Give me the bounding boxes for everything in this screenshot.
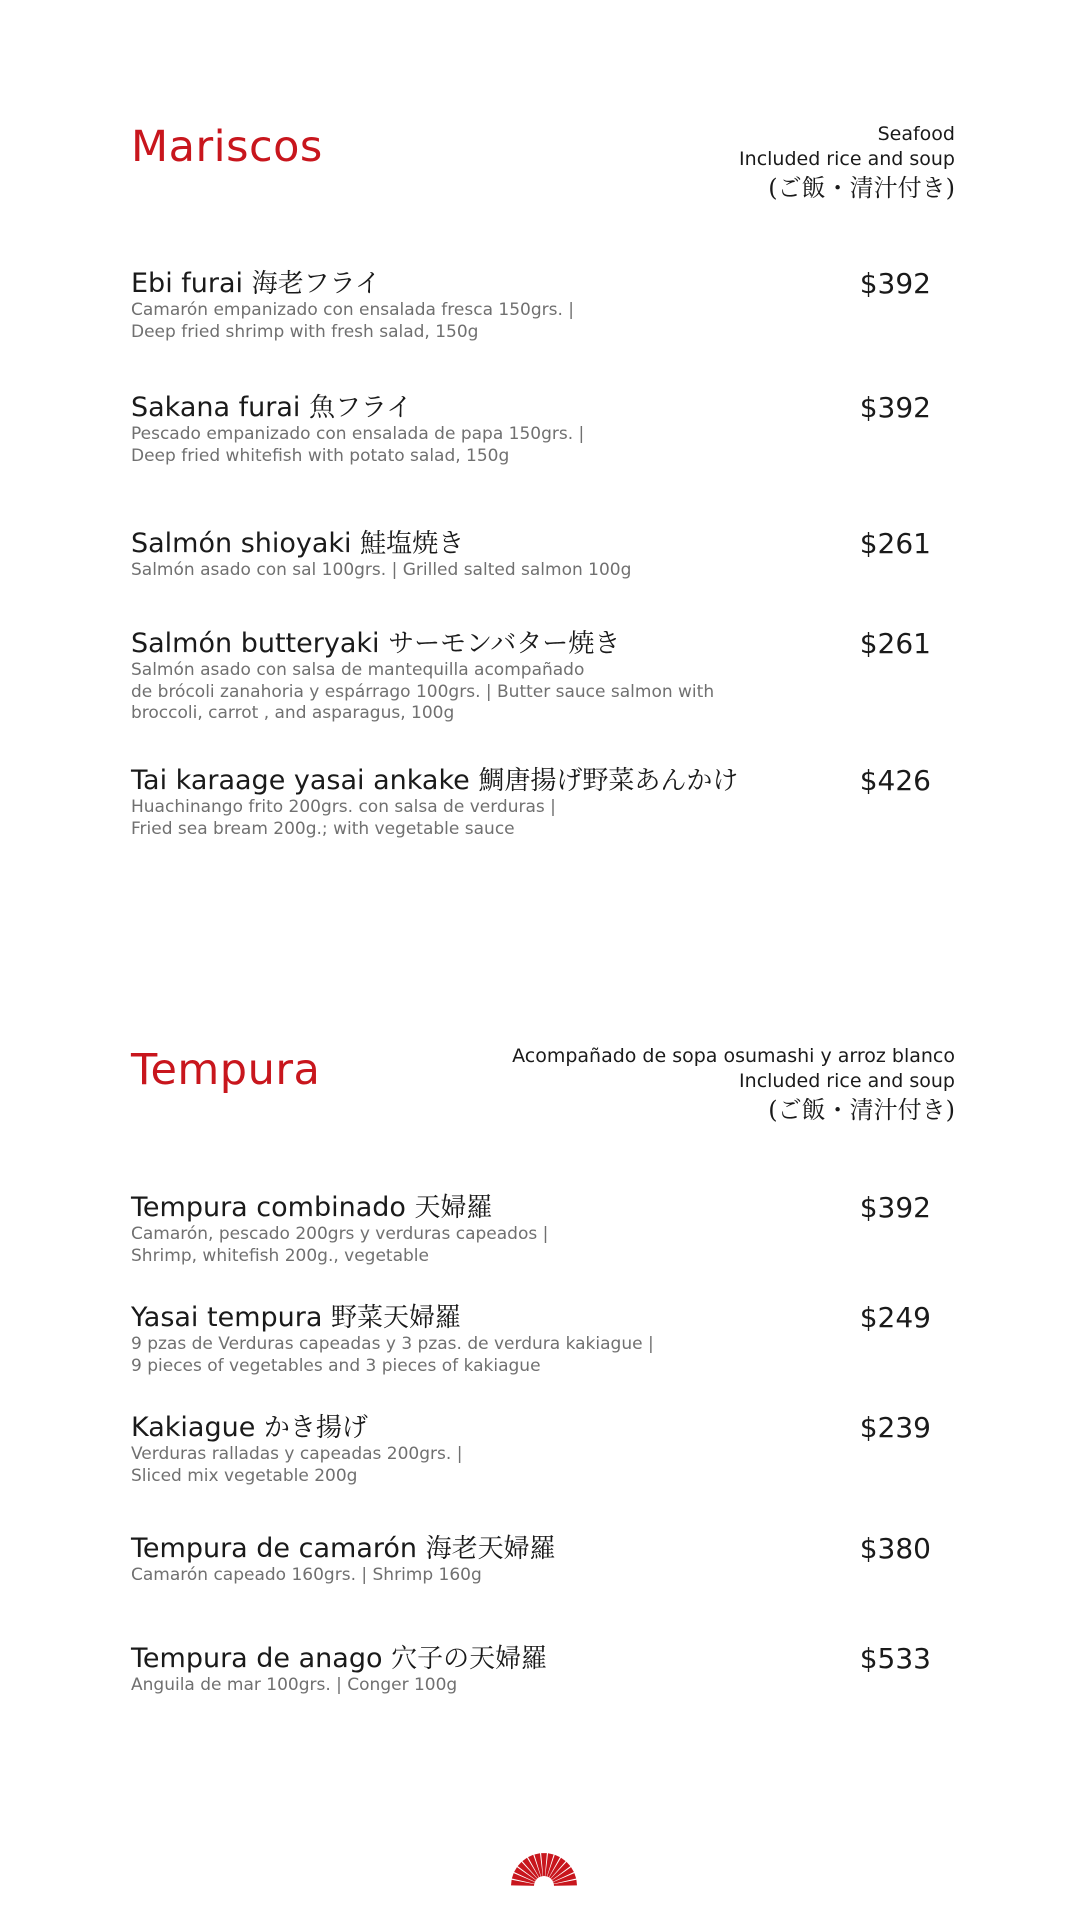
menu-item bbox=[131, 1643, 931, 1697]
item-name bbox=[131, 765, 931, 797]
subtitle-line: Acompañado de sopa osumashi y arroz blanco bbox=[512, 1045, 955, 1067]
subtitle-line: Included rice and soup bbox=[739, 1069, 955, 1092]
section-title-mariscos: Mariscos bbox=[131, 122, 323, 172]
menu-item bbox=[131, 268, 931, 343]
item-description: Verduras ralladas y capeadas 200grs. | Sliced mix vegetable 200g bbox=[131, 1444, 463, 1486]
item-name bbox=[131, 1643, 931, 1675]
item-name-japanese: 穴子の天婦羅 bbox=[391, 1644, 548, 1674]
rising-sun-logo-icon bbox=[508, 1852, 580, 1888]
item-price: $249 bbox=[859, 1301, 931, 1334]
item-name-japanese: 海老フライ bbox=[251, 269, 381, 299]
item-name-latin: Sakana furai bbox=[131, 392, 301, 423]
item-name-japanese: 天婦羅 bbox=[414, 1193, 493, 1223]
item-description: Anguila de mar 100grs. | Conger 100g bbox=[131, 1675, 458, 1695]
menu-item bbox=[131, 392, 931, 467]
item-name bbox=[131, 392, 931, 424]
item-name bbox=[131, 1302, 931, 1334]
item-name-latin: Ebi furai bbox=[131, 268, 244, 299]
item-name-latin: Tempura combinado bbox=[131, 1192, 406, 1223]
item-description: Salmón asado con sal 100grs. | Grilled salted salmon 100g bbox=[131, 560, 632, 580]
item-name-japanese: 魚フライ bbox=[309, 393, 413, 423]
menu-item bbox=[131, 528, 931, 582]
section-subtitle-mariscos bbox=[739, 122, 955, 205]
menu-item bbox=[131, 765, 931, 840]
subtitle-line: Included rice and soup bbox=[739, 147, 955, 170]
item-description: Camarón empanizado con ensalada fresca 150grs. | Deep fried shrimp with fresh salad, 150g bbox=[131, 300, 575, 342]
item-price: $261 bbox=[859, 627, 931, 660]
item-name-latin: Salmón butteryaki bbox=[131, 628, 380, 659]
item-name bbox=[131, 1192, 931, 1224]
item-name-japanese: サーモンバター焼き bbox=[388, 629, 621, 659]
menu-item bbox=[131, 1533, 931, 1587]
item-description: Salmón asado con salsa de mantequilla acompañado de brócoli zanahoria y espárrago 100grs. | Butter sauce salmon with broccoli, carrot , and asparagus, 100g bbox=[131, 660, 715, 723]
subtitle-line: Seafood bbox=[877, 123, 955, 145]
item-price: $380 bbox=[859, 1532, 931, 1565]
menu-item bbox=[131, 1302, 931, 1377]
item-name bbox=[131, 1533, 931, 1565]
item-name bbox=[131, 268, 931, 300]
item-price: $533 bbox=[859, 1642, 931, 1675]
item-name-latin: Tempura de camarón bbox=[131, 1533, 418, 1564]
item-name-japanese: かき揚げ bbox=[263, 1413, 368, 1443]
item-price: $261 bbox=[859, 527, 931, 560]
item-name bbox=[131, 1412, 931, 1444]
item-price: $392 bbox=[859, 1191, 931, 1224]
item-name-japanese: 野菜天婦羅 bbox=[331, 1303, 462, 1333]
item-name-latin: Yasai tempura bbox=[131, 1302, 323, 1333]
item-name-latin: Salmón shioyaki bbox=[131, 528, 352, 559]
item-price: $239 bbox=[859, 1411, 931, 1444]
item-name-latin: Kakiague bbox=[131, 1412, 256, 1443]
item-description: Huachinango frito 200grs. con salsa de verduras | Fried sea bream 200g.; with vegetable sauce bbox=[131, 797, 556, 839]
subtitle-japanese: (ご飯・清汁付き) bbox=[768, 1096, 955, 1124]
item-name-japanese: 鮭塩焼き bbox=[360, 529, 465, 559]
item-price: $392 bbox=[859, 391, 931, 424]
menu-item bbox=[131, 1192, 931, 1267]
item-description: Camarón, pescado 200grs y verduras capeados | Shrimp, whitefish 200g., vegetable bbox=[131, 1224, 549, 1266]
subtitle-japanese: (ご飯・清汁付き) bbox=[768, 174, 955, 202]
item-name-japanese: 鯛唐揚げ野菜あんかけ bbox=[478, 766, 739, 796]
item-name bbox=[131, 528, 931, 560]
item-name bbox=[131, 628, 931, 660]
section-subtitle-tempura bbox=[512, 1044, 955, 1127]
menu-item bbox=[131, 1412, 931, 1487]
item-name-japanese: 海老天婦羅 bbox=[425, 1534, 556, 1564]
section-title-tempura: Tempura bbox=[131, 1045, 321, 1095]
menu-item bbox=[131, 628, 931, 725]
item-description: 9 pzas de Verduras capeadas y 3 pzas. de verdura kakiague | 9 pieces of vegetables and 3 pieces of kakiague bbox=[131, 1334, 654, 1376]
item-name-latin: Tempura de anago bbox=[131, 1643, 383, 1674]
item-price: $426 bbox=[859, 764, 931, 797]
item-description: Camarón capeado 160grs. | Shrimp 160g bbox=[131, 1565, 482, 1585]
sun-rays bbox=[511, 1853, 577, 1886]
item-description: Pescado empanizado con ensalada de papa 150grs. | Deep fried whitefish with potato salad, 150g bbox=[131, 424, 585, 466]
item-price: $392 bbox=[859, 267, 931, 300]
item-name-latin: Tai karaage yasai ankake bbox=[131, 765, 470, 796]
